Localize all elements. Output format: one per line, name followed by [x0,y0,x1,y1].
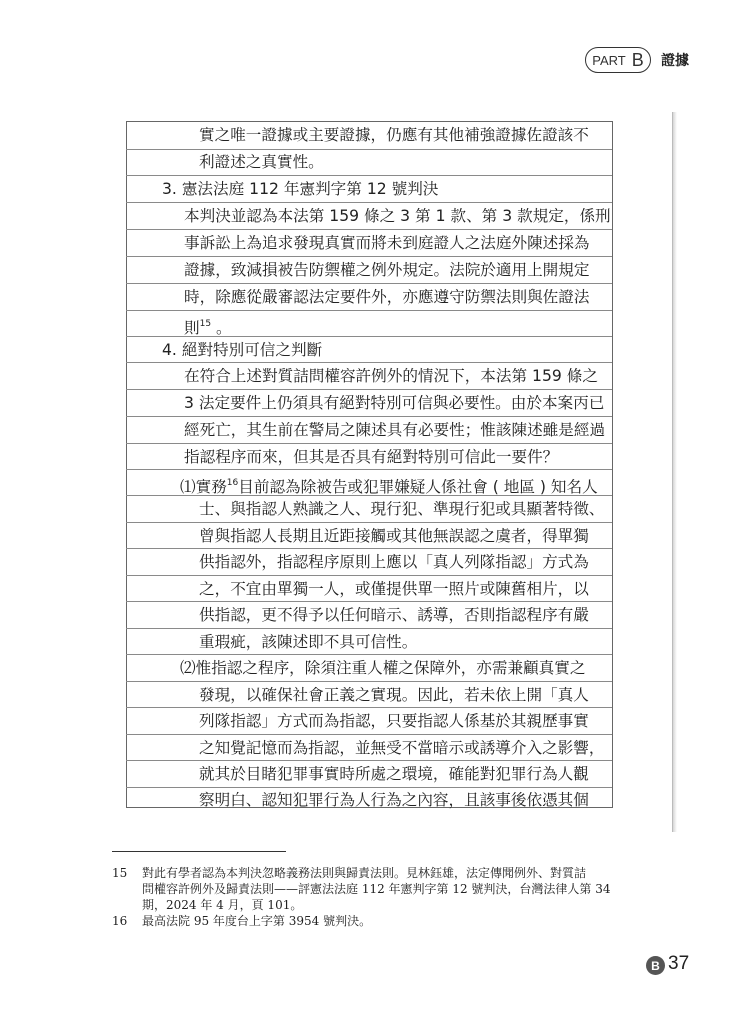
row-rule [126,416,612,417]
row-rule [126,628,612,629]
body-line: ⑵惟指認之程序，除須注重人權之保障外，亦需兼顧真實之 [180,659,586,677]
body-line: 列隊指認」方式而為指認，只要指認人係基於其親歷事實 [199,712,589,730]
body-line: 之知覺記憶而為指認，並無受不當暗示或誘導介入之影響， [199,739,605,757]
footnote-number-16: 16 [112,914,128,928]
row-rule [126,760,612,761]
body-text: ⑴實務 [180,478,227,496]
row-rule [126,469,612,470]
body-text: 。 [211,319,232,337]
row-rule [126,548,612,549]
row-rule [126,229,612,230]
footnote-15-line: 問權容許例外及歸責法則——評憲法法庭 112 年憲判字第 12 號判決，台灣法律人第 34 [142,882,611,896]
body-line [184,314,232,338]
part-label: PART [592,52,626,68]
body-line: 曾與指認人長期且近距接觸或其他無誤認之虞者，得單獨 [199,527,589,545]
footnote-ref-16[interactable]: 16 [226,478,239,488]
body-line: 3 法定要件上仍須具有絕對特別可信與必要性。由於本案丙已 [184,394,605,412]
part-badge [585,47,651,73]
footnote-15-line: 對此有學者認為本判決忽略義務法則與歸責法則。見林鈺雄，法定傳聞例外、對質詰 [142,866,587,880]
body-line: 時，除應從嚴審認法定要件外，亦應遵守防禦法則與佐證法 [184,288,590,306]
body-line: 實之唯一證據或主要證據，仍應有其他補強證據佐證該不 [199,126,589,144]
row-rule [126,654,612,655]
body-line: 重瑕疵，該陳述即不具可信性。 [199,633,418,651]
body-line: 事訴訟上為追求發現真實而將未到庭證人之法庭外陳述採為 [184,234,590,252]
row-rule [126,601,612,602]
footnote-15-line: 期，2024 年 4 月，頁 101。 [142,898,303,912]
body-line: 本判決並認為本法第 159 條之 3 第 1 款、第 3 款規定，係刑 [184,207,611,225]
page-gutter-shadow [673,112,677,832]
row-rule [126,362,612,363]
body-line: 察明白、認知犯罪行為人行為之內容，且該事後依憑其個 [199,791,589,809]
page-number: 37 [668,953,690,974]
footnote-ref-15[interactable]: 15 [199,319,212,329]
row-rule [126,310,612,311]
page-part-badge: B [646,956,665,975]
row-rule [126,707,612,708]
row-rule [126,202,612,203]
content-frame-right-border [612,121,613,808]
row-rule [126,175,612,176]
row-rule [126,283,612,284]
body-line-heading: 4. 絕對特別可信之判斷 [162,341,323,359]
body-line: 證據，致減損被告防禦權之例外規定。法院於適用上開規定 [184,261,590,279]
page-gutter-line [672,112,673,832]
body-line: 指認程序而來，但其是否具有絕對特別可信此一要件？ [184,448,559,466]
row-rule [126,389,612,390]
row-rule [126,522,612,523]
footnote-divider [112,851,286,852]
part-letter: B [631,49,644,70]
row-rule [126,149,612,150]
row-rule [126,443,612,444]
body-line: 之，不宜由單獨一人，或僅提供單一照片或陳舊相片，以 [199,580,589,598]
body-line: 在符合上述對質詰問權容許例外的情況下，本法第 159 條之 [184,367,598,385]
body-line: 就其於目睹犯罪事實時所處之環境，確能對犯罪行為人觀 [199,765,589,783]
body-line: 發現，以確保社會正義之實現。因此，若未依上開「真人 [199,686,589,704]
footnote-16-line: 最高法院 95 年度台上字第 3954 號判決。 [142,914,372,928]
body-line: 士、與指認人熟識之人、現行犯、準現行犯或具顯著特徵、 [199,500,605,518]
footnote-number-15: 15 [112,866,128,880]
body-line [180,473,598,497]
body-line: 供指認外，指認程序原則上應以「真人列隊指認」方式為 [199,553,589,571]
body-text: 則 [184,319,200,337]
section-title: 證據 [661,53,689,69]
body-line-heading: 3. 憲法法庭 112 年憲判字第 12 號判決 [162,180,439,198]
row-rule [126,575,612,576]
body-line: 利證述之真實性。 [199,153,324,171]
row-rule [126,734,612,735]
body-line: 經死亡，其生前在警局之陳述具有必要性；惟該陳述雖是經過 [184,421,606,439]
row-rule [126,787,612,788]
body-text: 目前認為除被告或犯罪嫌疑人係社會 ( 地區 ) 知名人 [238,478,598,496]
body-line: 供指認，更不得予以任何暗示、誘導，否則指認程序有嚴 [199,606,589,624]
row-rule [126,681,612,682]
row-rule [126,256,612,257]
